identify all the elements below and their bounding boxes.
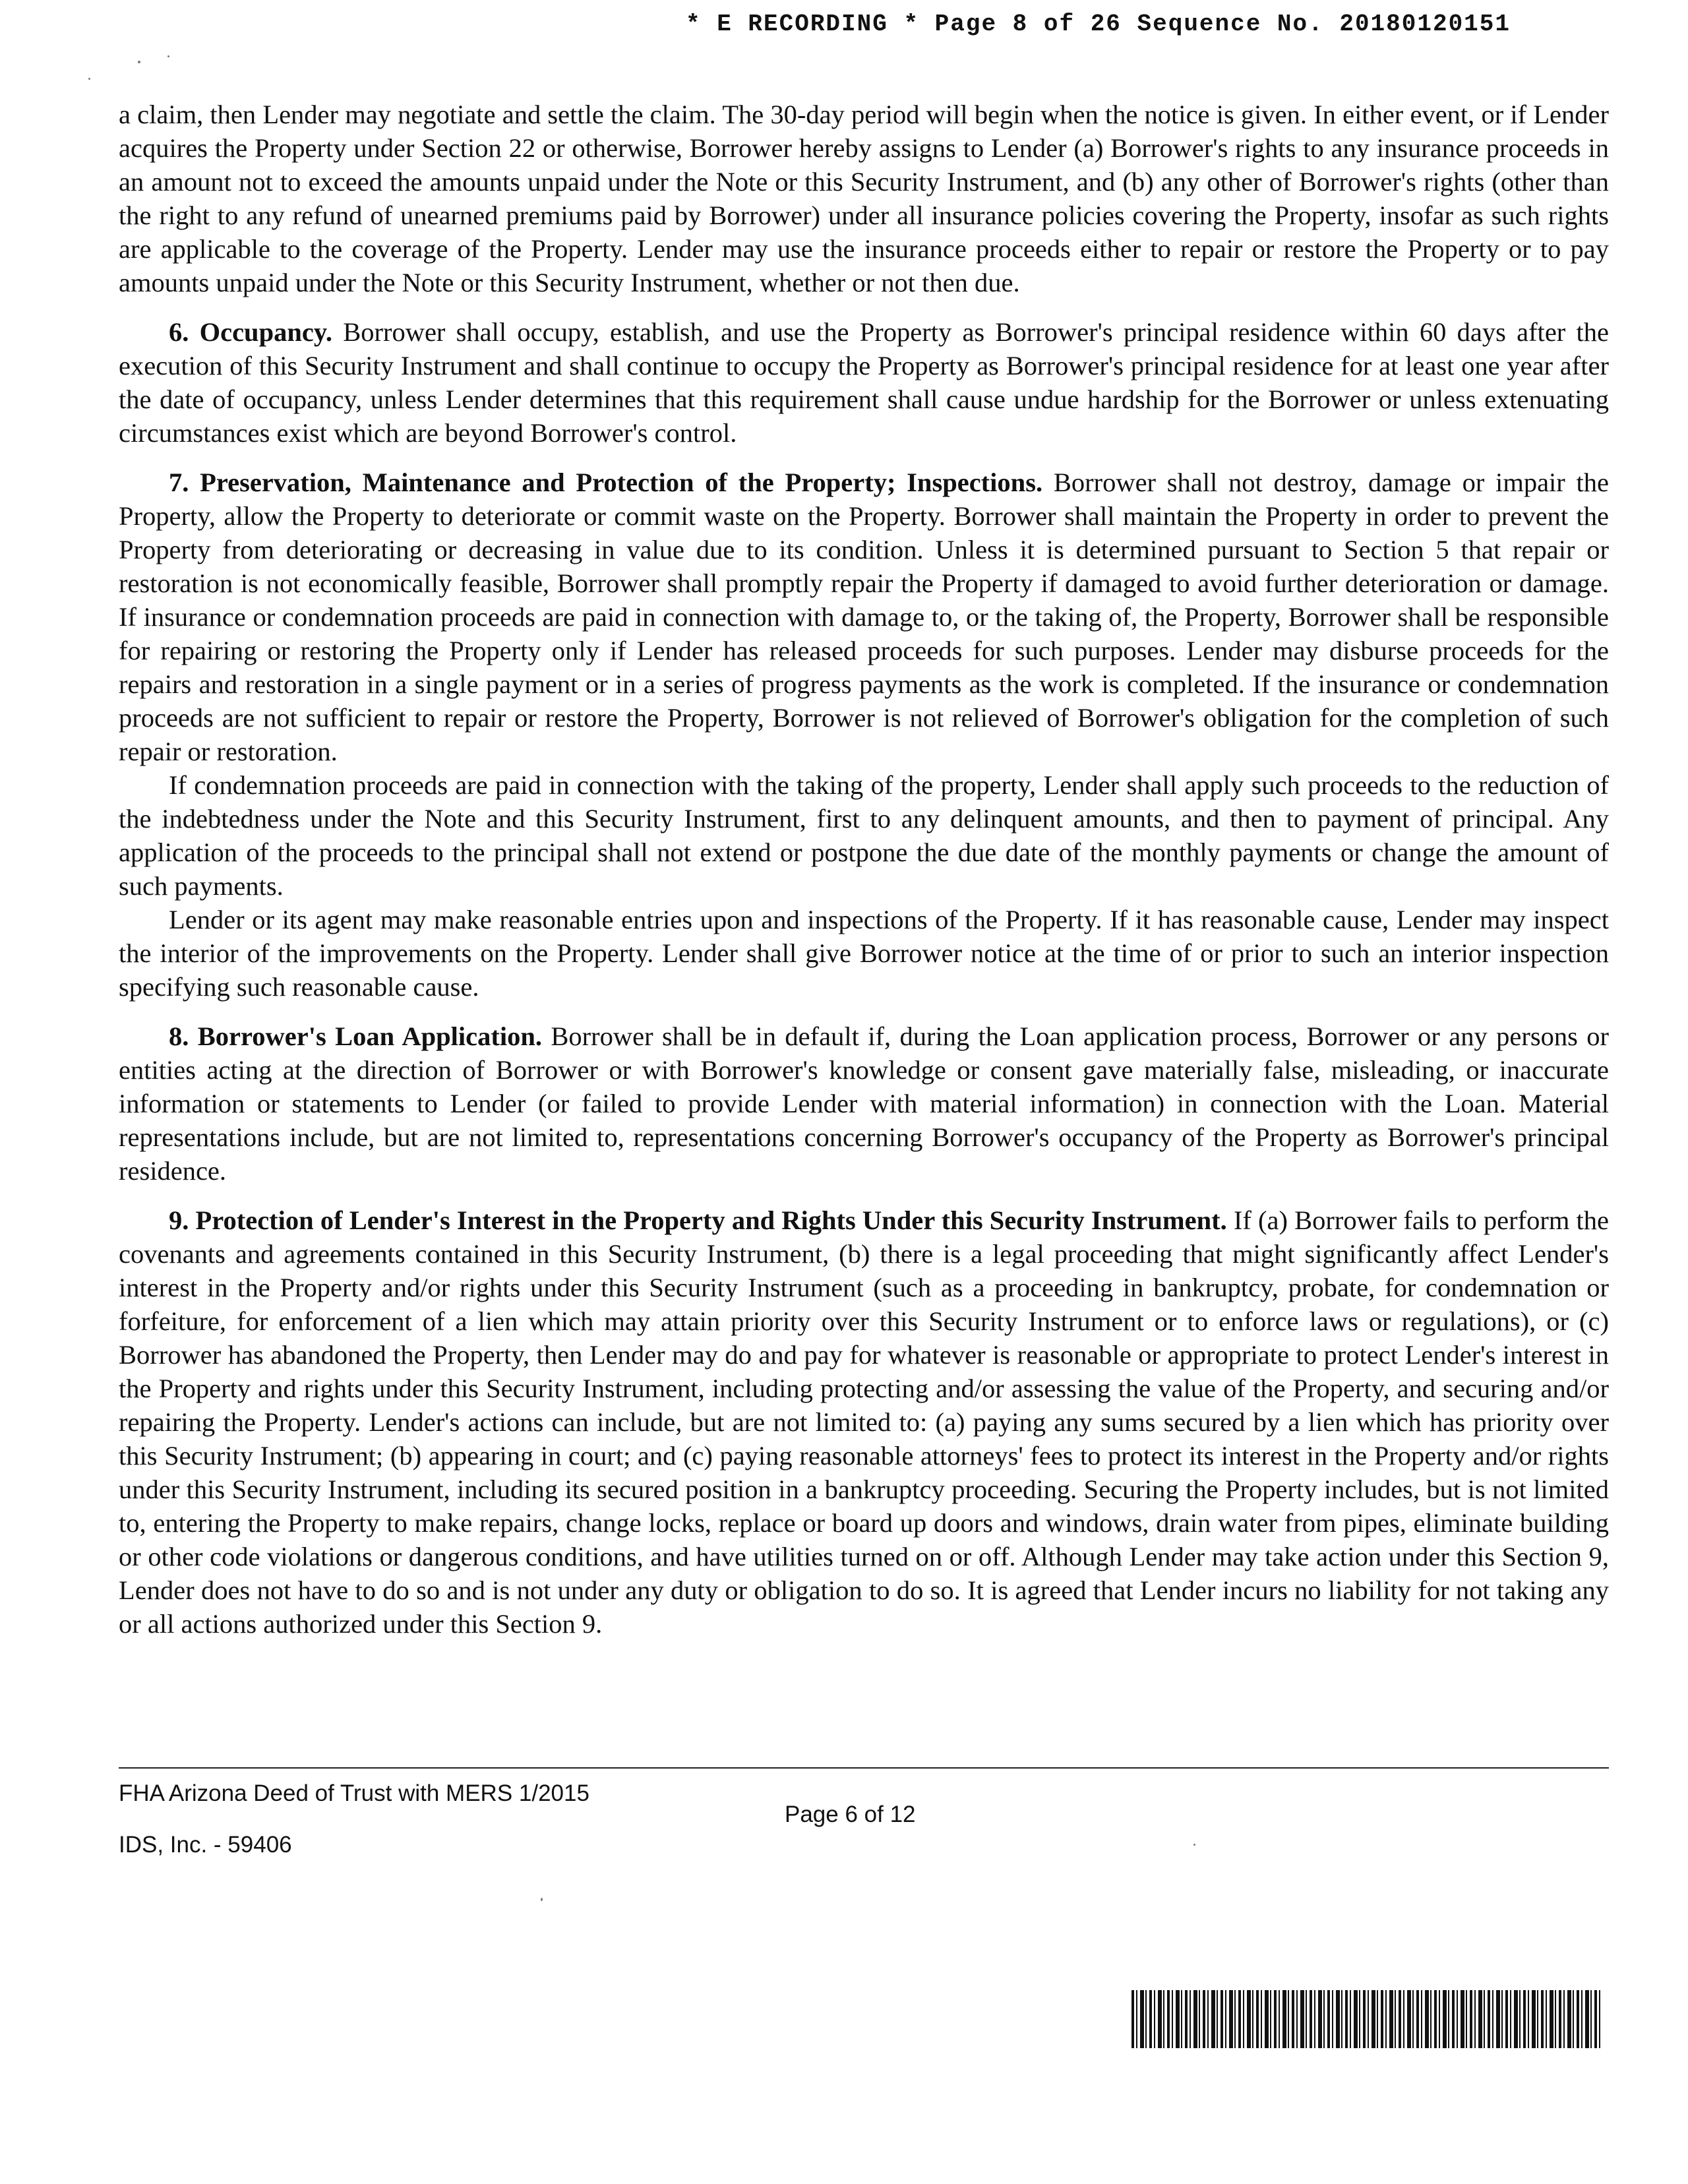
footer-page-number: Page 6 of 12: [785, 1802, 916, 1827]
document-body: [119, 98, 1609, 1641]
section-7-inspection-paragraph: Lender or its agent may make reasonable entries upon and inspections of the Property. If it has reasonable cause, Lender may inspect the interior of the improvements on the Property. Lender shall give Borrower notice at the time of or prior to such an interior inspection specifying such reasonable cause.: [119, 905, 1609, 1002]
scan-speck: [138, 61, 140, 63]
recording-header: * E RECORDING * Page 8 of 26 Sequence No. 20180120151: [686, 11, 1511, 38]
section-7-heading: 7. Preservation, Maintenance and Protection of the Property; Inspections.: [169, 468, 1043, 497]
barcode-icon: [1131, 1990, 1601, 2048]
section-9-protection: [119, 1203, 1609, 1641]
intro-paragraph: a claim, then Lender may negotiate and settle the claim. The 30-day period will begin when the notice is given. In either event, or if Lender acquires the Property under Section 22 or otherwise, Borrower hereby assigns to Lender (a) Borrower's rights to any insurance proceeds in an amount not to exceed the amounts unpaid under the Note or this Security Instrument, and (b) any other of Borrower's rights (other than the right to any refund of unearned premiums paid by Borrower) under all insurance policies covering the Property, insofar as such rights are applicable to the coverage of the Property. Lender may use the insurance proceeds either to repair or restore the Property or to pay amounts unpaid under the Note or this Security Instrument, whether or not then due.: [119, 100, 1609, 297]
footer-vendor: IDS, Inc. - 59406: [119, 1832, 292, 1858]
scan-speck: [88, 78, 90, 80]
section-9-text: If (a) Borrower fails to perform the covenants and agreements contained in this Security Instrument, (b) there is a legal proceeding that might significantly affect Lender's interest in the Property and/or rights under this Security Instrument (such as a proceeding in bankruptcy, probate, for condemnation or forfeiture, for enforcement of a lien which may attain priority over this Security Instrument or to enforce laws or regulations), or (c) Borrower has abandoned the Property, then Lender may do and pay for whatever is reasonable or appropriate to protect Lender's interest in the Property and rights under this Security Instrument, including protecting and/or assessing the value of the Property, and securing and/or repairing the Property. Lender's actions can include, but are not limited to: (a) paying any sums secured by a lien which has priority over this Security Instrument; (b) appearing in court; and (c) paying reasonable attorneys' fees to protect its interest in the Property and/or rights under this Security Instrument, including its secured position in a bankruptcy proceeding. Securing the Property includes, but is not limited to, entering the Property to make repairs, change locks, replace or board up doors and windows, drain water from pipes, eliminate building or other code violations or dangerous conditions, and have utilities turned on or off. Although Lender may take action under this Section 9, Lender does not have to do so and is not under any duty or obligation to do so. It is agreed that Lender incurs no liability for not taking any or all actions authorized under this Section 9.: [119, 1205, 1609, 1639]
scan-speck: [1193, 1844, 1195, 1846]
section-6-occupancy: [119, 315, 1609, 450]
section-9-heading: 9. Protection of Lender's Interest in the Property and Rights Under this Security Instrument.: [169, 1205, 1227, 1235]
section-7-preservation: [119, 466, 1609, 768]
scan-speck: [167, 55, 169, 57]
section-7-text: Borrower shall not destroy, damage or impair the Property, allow the Property to deteriorate or commit waste on the Property. Borrower shall maintain the Property in order to prevent the Property from deteriorating or decreasing in value due to its condition. Unless it is determined pursuant to Section 5 that repair or restoration is not economically feasible, Borrower shall promptly repair the Property if damaged to avoid further deterioration or damage. If insurance or condemnation proceeds are paid in connection with damage to, or the taking of, the Property, Borrower shall be responsible for repairing or restoring the Property only if Lender has released proceeds for such purposes. Lender may disburse proceeds for the repairs and restoration in a single payment or in a series of progress payments as the work is completed. If the insurance or condemnation proceeds are not sufficient to repair or restore the Property, Borrower is not relieved of Borrower's obligation for the completion of such repair or restoration.: [119, 468, 1609, 766]
section-6-heading: 6. Occupancy.: [169, 317, 332, 347]
footer-form-name: FHA Arizona Deed of Trust with MERS 1/2015: [119, 1780, 589, 1806]
footer-divider: [119, 1767, 1609, 1769]
section-8-heading: 8. Borrower's Loan Application.: [169, 1021, 542, 1051]
section-8-loan-application: [119, 1019, 1609, 1188]
section-8-text: Borrower shall be in default if, during the Loan application process, Borrower or any persons or entities acting at the direction of Borrower or with Borrower's knowledge or consent gave materially false, misleading, or inaccurate information or statements to Lender (or failed to provide Lender with material information) in connection with the Loan. Material representations include, but are not limited to, representations concerning Borrower's occupancy of the Property as Borrower's principal residence.: [119, 1021, 1609, 1186]
section-6-text: Borrower shall occupy, establish, and use the Property as Borrower's principal residence within 60 days after the execution of this Security Instrument and shall continue to occupy the Property as Borrower's principal residence for at least one year after the date of occupancy, unless Lender determines that this requirement shall cause undue hardship for the Borrower or unless extenuating circumstances exist which are beyond Borrower's control.: [119, 317, 1609, 448]
section-7-condemnation-paragraph: If condemnation proceeds are paid in connection with the taking of the property, Lender shall apply such proceeds to the reduction of the indebtedness under the Note and this Security Instrument, first to any delinquent amounts, and then to payment of principal. Any application of the proceeds to the principal shall not extend or postpone the due date of the monthly payments or change the amount of such payments.: [119, 770, 1609, 901]
scan-speck: [541, 1898, 543, 1901]
